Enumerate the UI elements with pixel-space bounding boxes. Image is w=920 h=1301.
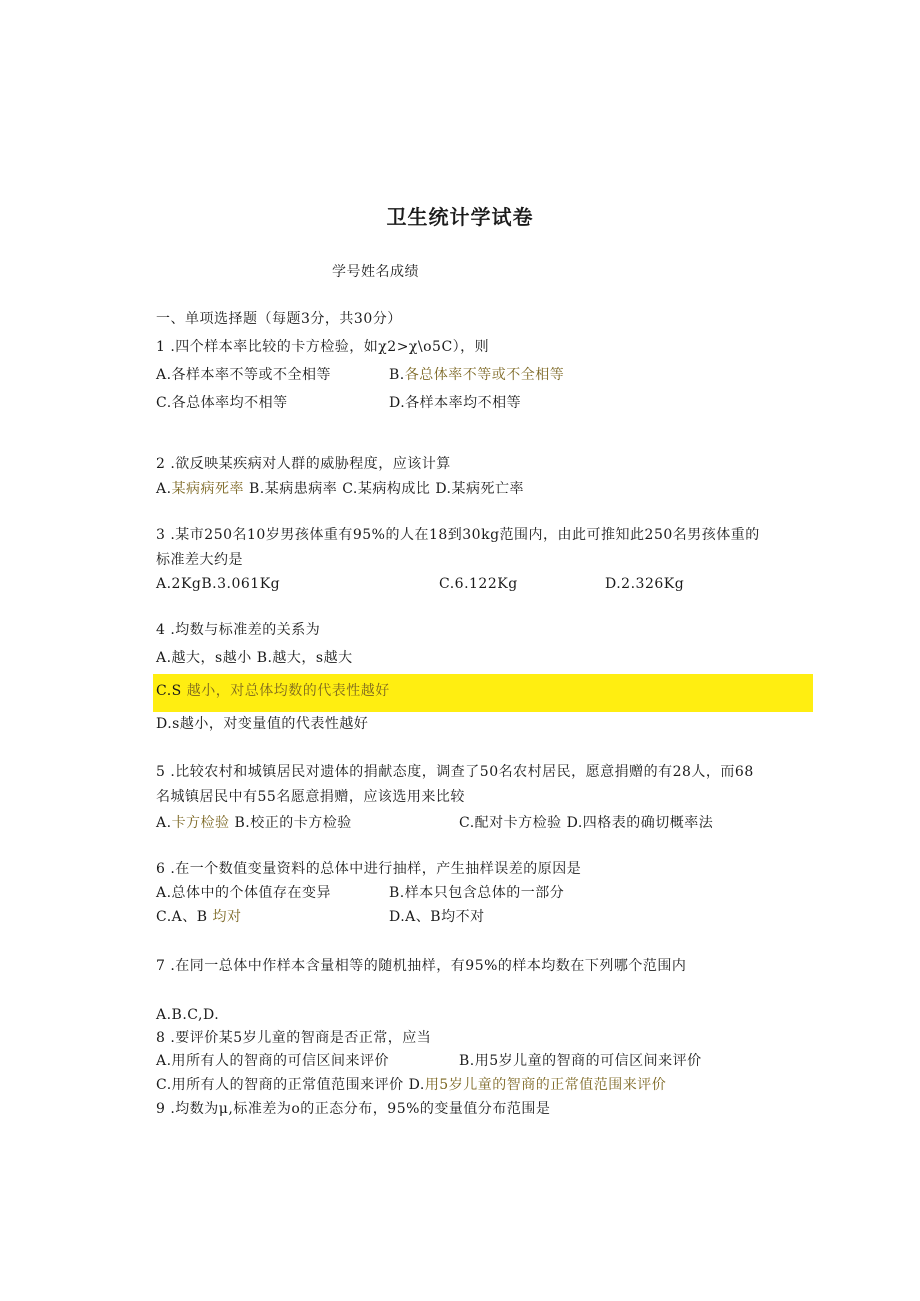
answer-mark: 各总体率不等或不全相等: [404, 367, 565, 383]
page-title: 卫生统计学试卷: [386, 205, 534, 229]
question-9-stem: 9 .均数为μ,标准差为o的正态分布，95%的变量值分布范围是: [156, 1101, 551, 1117]
question-8-option-cd: C.用所有人的智商的正常值范围来评价 D.用5岁儿童的智商的正常值范围来评价: [156, 1077, 667, 1093]
question-3-option-d: D.2.326Kg: [605, 576, 685, 592]
question-1-option-b: B.各总体率不等或不全相等: [389, 367, 565, 383]
question-2-options: A.某病病死率 B.某病患病率 C.某病构成比 D.某病死亡率: [156, 481, 524, 497]
question-6-stem: 6 .在一个数值变量资料的总体中进行抽样，产生抽样误差的原因是: [156, 861, 582, 877]
student-info-line: 学号姓名成绩: [332, 264, 419, 280]
question-7-options: A.B.C,D.: [156, 1007, 220, 1023]
question-6-option-a: A.总体中的个体值存在变异: [156, 885, 332, 901]
answer-mark: 用5岁儿童的智商的正常值范围来评价: [424, 1077, 667, 1093]
question-4-option-c: C.S 越小，对总体均数的代表性越好: [156, 683, 390, 699]
question-5-stem: 5 .比较农村和城镇居民对遗体的捐献态度，调查了50名农村居民，愿意捐赠的有28人，而68: [156, 764, 754, 780]
answer-mark: 某病病死率: [171, 481, 245, 497]
question-6-option-b: B.样本只包含总体的一部分: [389, 885, 565, 901]
section-heading: 一、单项选择题（每题3分，共30分）: [156, 311, 402, 327]
question-6-option-c: C.A、B 均对: [156, 909, 242, 925]
question-2-stem: 2 .欲反映某疾病对人群的威胁程度，应该计算: [156, 456, 451, 472]
question-7-stem: 7 .在同一总体中作样本含量相等的随机抽样，有95%的样本均数在下列哪个范围内: [156, 958, 687, 974]
question-8-option-b: B.用5岁儿童的智商的可信区间来评价: [459, 1053, 702, 1069]
question-3-stem-cont: 标准差大约是: [156, 552, 243, 568]
question-3-option-ab: A.2KgB.3.061Kg: [156, 576, 281, 592]
question-3-stem: 3 .某市250名10岁男孩体重有95%的人在18到30kg范围内，由此可推知此250名男孩体重的: [156, 527, 760, 543]
question-8-stem: 8 .要评价某5岁儿童的智商是否正常，应当: [156, 1030, 432, 1046]
answer-mark: 卡方检验: [171, 815, 230, 831]
question-1-option-a: A.各样本率不等或不全相等: [156, 367, 332, 383]
question-5-stem-cont: 名城镇居民中有55名愿意捐赠，应该选用来比较: [156, 789, 465, 805]
question-4-stem: 4 .均数与标准差的关系为: [156, 622, 321, 638]
answer-mark: 越小，对总体均数的代表性越好: [186, 683, 390, 699]
question-5-option-ab: A.卡方检验 B.校正的卡方检验: [156, 815, 352, 831]
question-1-option-c: C.各总体率均不相等: [156, 395, 288, 411]
question-4-option-d: D.s越小，对变量值的代表性越好: [156, 716, 369, 732]
answer-mark: 均对: [212, 909, 242, 925]
question-8-option-a: A.用所有人的智商的可信区间来评价: [156, 1053, 390, 1069]
question-6-option-d: D.A、B均不对: [389, 909, 485, 925]
question-4-option-ab: A.越大，s越小 B.越大，s越大: [156, 650, 353, 666]
question-5-option-cd: C.配对卡方检验 D.四格表的确切概率法: [459, 815, 714, 831]
question-1-stem: 1 .四个样本率比较的卡方检验，如χ2>χ\o5C），则: [156, 339, 490, 355]
question-3-option-c: C.6.122Kg: [439, 576, 518, 592]
question-1-option-d: D.各样本率均不相等: [389, 395, 522, 411]
